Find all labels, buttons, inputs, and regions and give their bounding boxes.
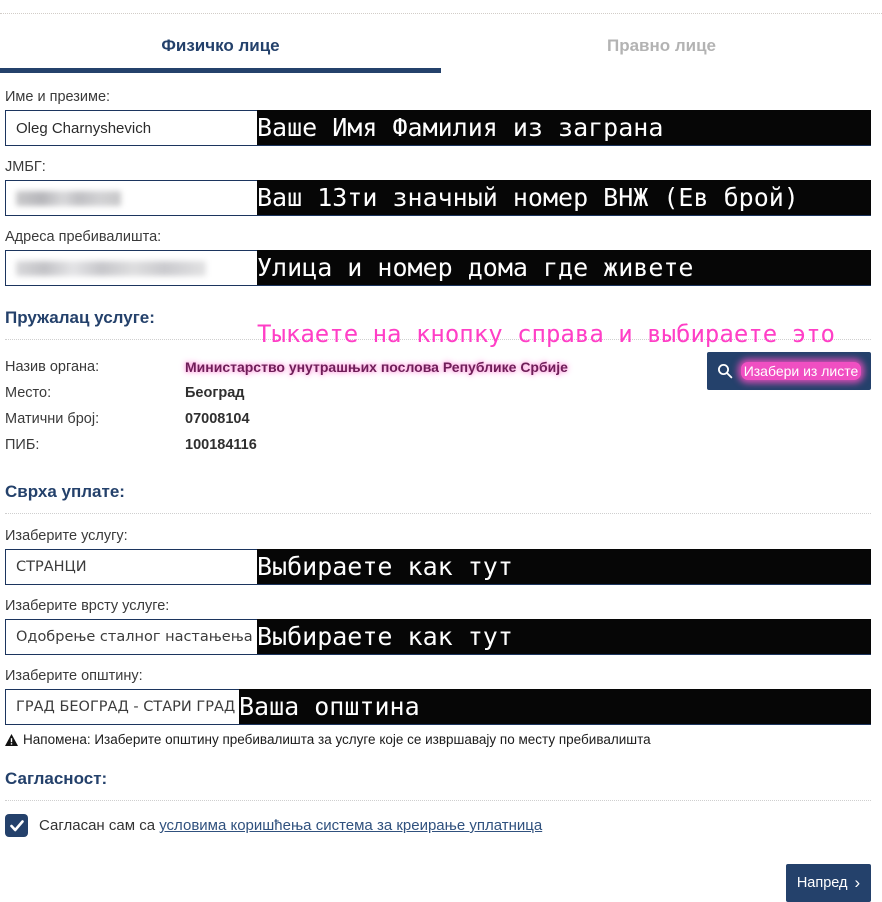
service-select-value: СТРАНЦИ [16, 559, 87, 575]
service-type-select[interactable] [5, 619, 871, 655]
place-label: Место: [5, 385, 52, 401]
purpose-dotted-divider [5, 513, 871, 514]
authority-name-value: Министарство унутрашњих послова Републике Србије [185, 359, 568, 375]
tab-physical-person-label: Физичко лице [161, 36, 280, 55]
municipality-annotation-text: Ваша општина [239, 692, 420, 721]
pib-label: ПИБ: [5, 437, 40, 453]
service-provider-section [5, 308, 871, 458]
municipality-select-value: ГРАД БЕОГРАД - СТАРИ ГРАД [16, 699, 236, 715]
tab-legal-entity-label: Правно лице [606, 36, 717, 55]
name-input-value: Oleg Charnyshevich [16, 119, 152, 137]
address-annotation-text: Улица и номер дома где живете [257, 253, 694, 282]
service-select[interactable] [5, 549, 871, 585]
name-input[interactable] [5, 110, 871, 146]
name-field-group [5, 89, 871, 146]
municipality-field-group [5, 668, 871, 725]
consent-label-text: Сагласан сам са [39, 817, 156, 834]
pib-value: 100184116 [185, 437, 257, 453]
tab-physical-person[interactable] [0, 14, 441, 73]
consent-section-heading: Сагласност: [5, 769, 108, 788]
service-annotation-overlay [257, 549, 871, 584]
consent-dotted-divider [5, 800, 871, 801]
terms-link[interactable]: условима коришћења система за креирање уплатница [159, 817, 543, 834]
jmbg-redacted-value [16, 191, 121, 206]
address-field-group [5, 229, 871, 286]
name-annotation-overlay [257, 110, 871, 145]
purpose-section-heading: Сврха уплате: [5, 482, 125, 501]
service-type-select-label: Изаберите врсту услуге: [5, 598, 170, 614]
chevron-right-icon: › [854, 872, 861, 892]
jmbg-input[interactable] [5, 180, 871, 216]
authority-name-label: Назив органа: [5, 359, 100, 375]
municipality-note [5, 732, 871, 747]
consent-checkbox[interactable] [5, 814, 28, 837]
address-redacted-value [16, 261, 206, 276]
service-annotation-text: Выбираете как тут [257, 552, 513, 581]
pib-row [5, 432, 871, 458]
choose-from-list-button-label: Изабери из листе [741, 362, 862, 380]
search-icon [717, 363, 733, 379]
provider-annotation-text: Тыкаете на кнопку справа и выбираете это [257, 320, 835, 348]
place-value: Београд [185, 385, 245, 401]
name-field-label: Име и презиме: [5, 89, 111, 105]
service-type-field-group [5, 598, 871, 655]
jmbg-field-label: ЈМБГ: [5, 159, 46, 175]
payment-form-page [0, 13, 882, 892]
consent-row [5, 814, 871, 837]
service-type-select-value: Одобрење сталног настањења [16, 629, 253, 645]
checkmark-icon [10, 820, 24, 832]
municipality-select[interactable] [5, 689, 871, 725]
next-button-label: Напред [796, 875, 848, 891]
choose-from-list-button[interactable] [707, 352, 871, 390]
address-input[interactable] [5, 250, 871, 286]
jmbg-annotation-text: Ваш 13ти значный номер ВНЖ (Ев брой) [257, 183, 799, 212]
jmbg-annotation-overlay [257, 180, 871, 215]
next-button[interactable] [786, 864, 871, 902]
warning-icon [5, 734, 18, 746]
form-content [0, 89, 882, 902]
address-annotation-overlay [257, 250, 871, 285]
payment-purpose-section [5, 482, 871, 747]
municipality-note-text: Напомена: Изаберите општину пребивалишта за услуге које се извршавају по месту пребивалишта [23, 732, 651, 747]
municipality-annotation-overlay [239, 689, 871, 724]
registry-number-value: 07008104 [185, 411, 250, 427]
tab-legal-entity[interactable] [441, 14, 882, 73]
provider-section-heading: Пружалац услуге: [5, 308, 155, 327]
jmbg-field-group [5, 159, 871, 216]
service-field-group [5, 528, 871, 585]
municipality-select-label: Изаберите општину: [5, 668, 143, 684]
consent-label [39, 817, 542, 834]
address-field-label: Адреса пребивалишта: [5, 229, 162, 245]
registry-number-label: Матични број: [5, 411, 100, 427]
consent-section [5, 769, 871, 837]
service-type-annotation-text: Выбираете как тут [257, 622, 513, 651]
registry-number-row [5, 406, 871, 432]
name-annotation-text: Ваше Имя Фамилия из заграна [257, 113, 664, 142]
service-select-label: Изаберите услугу: [5, 528, 128, 544]
next-button-row [5, 864, 871, 902]
person-type-tabs [0, 14, 882, 73]
service-type-annotation-overlay [257, 619, 871, 654]
